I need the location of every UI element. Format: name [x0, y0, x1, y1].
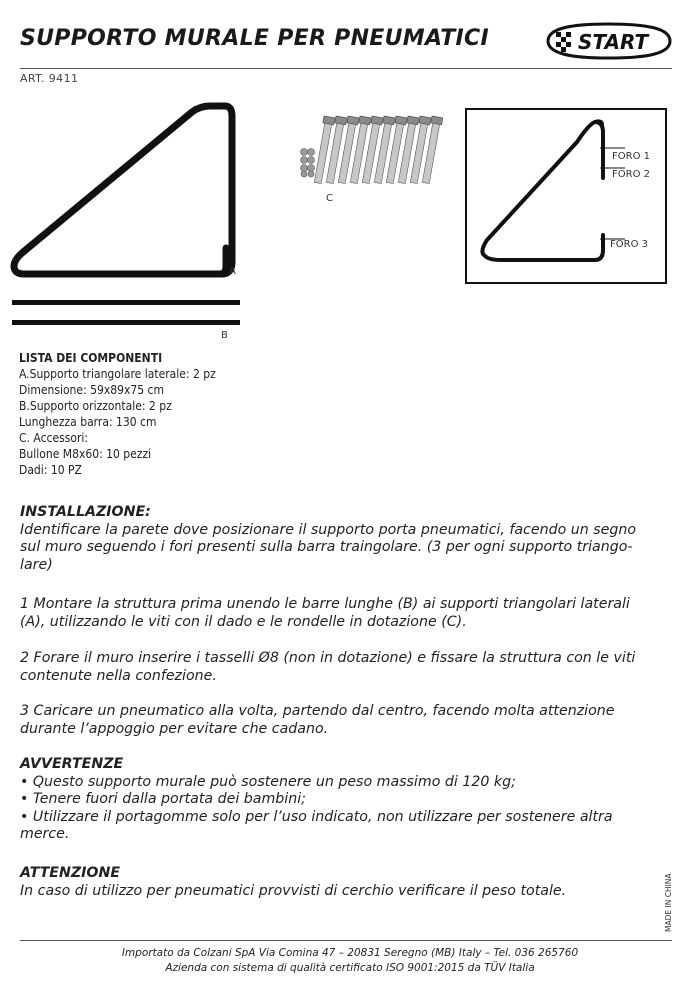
step-line: 2 Forare il muro inserire i tasselli Ø8 (non in dotazione) e fissare la struttura con le viti [20, 650, 636, 666]
triangle-support-drawing [10, 98, 240, 282]
warnings-heading: AVVERTENZE [20, 756, 124, 772]
footer-divider [20, 940, 672, 941]
installation-section [20, 504, 660, 574]
made-in-label: MADE IN CHINA [664, 873, 673, 932]
installation-heading: INSTALLAZIONE: [20, 504, 151, 520]
hole-positions-diagram [465, 108, 667, 284]
warnings-section [20, 756, 660, 844]
component-line: B.Supporto orizzontale: 2 pz [19, 399, 172, 413]
warning-line: • Questo supporto murale può sostenere un peso massimo di 120 kg; [20, 773, 516, 790]
attention-text: In caso di utilizzo per pneumatici provvisti di cerchio verificare il peso totale. [20, 882, 567, 899]
installation-step-1 [20, 596, 660, 631]
bolts-nuts-drawing [292, 110, 452, 190]
footer-importer: Importato da Colzani SpA Via Comina 47 – 20831 Seregno (MB) Italy – Tel. 036 265760 [121, 947, 579, 959]
foro-1-label: FORO 1 [612, 151, 650, 162]
component-line: Dimensione: 59x89x75 cm [19, 383, 164, 397]
step-line: contenute nella confezione. [20, 667, 217, 684]
installation-intro-line: lare) [20, 556, 53, 573]
article-number: ART. 9411 [20, 72, 79, 85]
foro-2-label: FORO 2 [612, 169, 650, 180]
start-logo [542, 20, 674, 62]
installation-intro-line: sul muro seguendo i fori presenti sulla barra traingolare. (3 per ogni supporto triango- [20, 539, 633, 555]
component-line: C. Accessori: [19, 431, 89, 445]
horizontal-bar-drawing [12, 298, 240, 328]
foro-3-label: FORO 3 [610, 239, 648, 250]
svg-text:START: START [578, 30, 649, 54]
header-divider [20, 68, 672, 69]
warning-line: merce. [20, 826, 70, 842]
component-line: Dadi: 10 PZ [19, 463, 82, 477]
attention-heading: ATTENZIONE [20, 865, 121, 881]
components-heading: LISTA DEI COMPONENTI [19, 351, 163, 365]
installation-intro-line: Identificare la parete dove posizionare il supporto porta pneumatici, facendo un segno [20, 521, 637, 538]
installation-step-3 [20, 703, 660, 738]
footer-certification: Azienda con sistema di qualità certificato ISO 9001:2015 da TÜV Italia [165, 962, 535, 974]
label-c: C [326, 193, 333, 204]
installation-step-2 [20, 650, 660, 685]
label-b: B [221, 330, 228, 341]
component-line: A.Supporto triangolare laterale: 2 pz [19, 367, 216, 381]
step-line: durante l’appoggio per evitare che cadano. [20, 720, 329, 737]
warning-line: • Tenere fuori dalla portata dei bambini; [20, 791, 306, 807]
warning-line: • Utilizzare il portagomme solo per l’uso indicato, non utilizzare per sostenere altra [20, 808, 613, 825]
attention-section [20, 865, 660, 900]
component-line: Bullone M8x60: 10 pezzi [19, 447, 152, 461]
step-line: (A), utilizzando le viti con il dado e le rondelle in dotazione (C). [20, 613, 467, 630]
step-line: 1 Montare la struttura prima unendo le barre lunghe (B) ai supporti triangolari laterali [20, 596, 630, 612]
components-list [19, 350, 216, 478]
document-title: SUPPORTO MURALE PER PNEUMATICI [20, 26, 489, 51]
label-a: A [229, 266, 236, 277]
step-line: 3 Caricare un pneumatico alla volta, partendo dal centro, facendo molta attenzione [20, 703, 615, 719]
component-line: Lunghezza barra: 130 cm [19, 415, 157, 429]
